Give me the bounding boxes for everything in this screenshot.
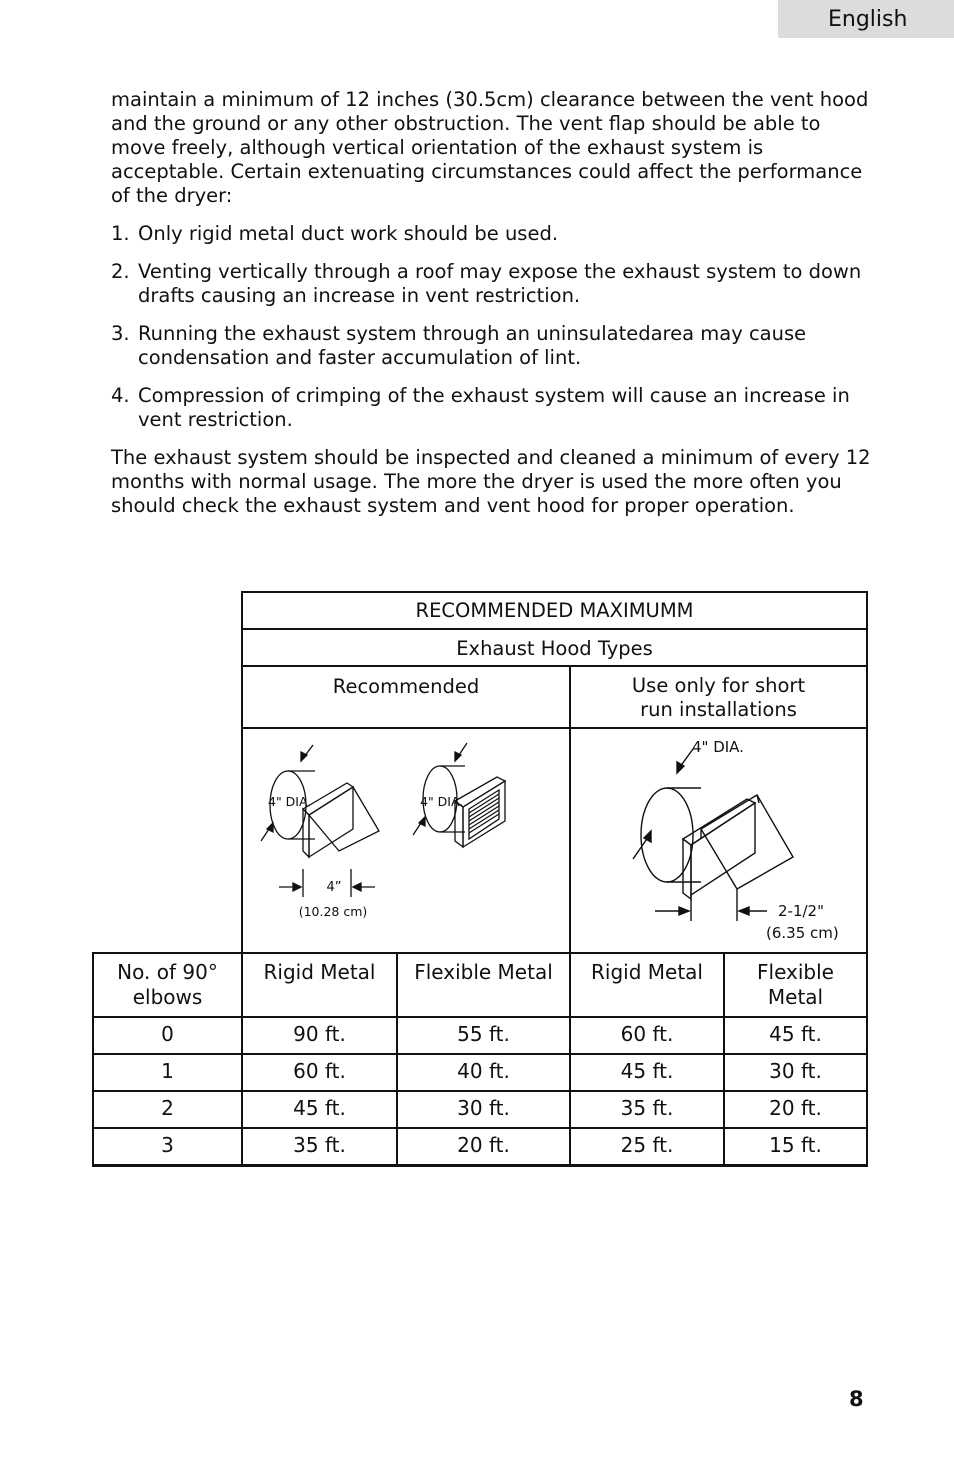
- group-short-run-line2: run installations: [640, 698, 797, 721]
- hood1-width-cm: (10.28 cm): [298, 904, 368, 919]
- cell-short-rigid: 60 ft.: [620, 1022, 674, 1046]
- list-item: [111, 260, 871, 308]
- cell-rec-flex: 40 ft.: [457, 1059, 510, 1083]
- cell-short-flex: 15 ft.: [769, 1133, 822, 1157]
- cell-elbows: 0: [161, 1022, 174, 1046]
- cell-rec-flex: 30 ft.: [457, 1096, 510, 1120]
- cell-rec-flex: 55 ft.: [457, 1022, 510, 1046]
- cell-short-rigid: 35 ft.: [620, 1096, 674, 1120]
- table-subtitle: Exhaust Hood Types: [456, 637, 653, 660]
- list-item-number: 4.: [111, 384, 130, 407]
- list-item-text: Running the exhaust system through an uninsulatedarea may cause condensation and faster accumulation of lint.: [138, 322, 807, 369]
- list-item-number: 2.: [111, 260, 130, 283]
- cell-short-flex: 45 ft.: [769, 1022, 822, 1046]
- intro-paragraph: maintain a minimum of 12 inches (30.5cm) clearance between the vent hood and the ground or any other obstruction. The vent flap should be able to move freely, although vertical orientation of the exhaust system is acceptable. Certain extenuating circumstances could affect the performance of the dryer:: [111, 88, 869, 207]
- cell-rec-rigid: 90 ft.: [293, 1022, 346, 1046]
- list-item-text: Only rigid metal duct work should be used.: [138, 222, 559, 245]
- col-short-flex-line1: Flexible: [757, 960, 834, 984]
- vent-length-table: [92, 591, 868, 1167]
- short-hood-width-inches: 2-1/2": [778, 902, 824, 920]
- hood2-diameter-label: 4" DIA.: [420, 794, 464, 809]
- cell-rec-rigid: 45 ft.: [293, 1096, 346, 1120]
- cell-elbows: 2: [161, 1096, 174, 1120]
- list-item: [111, 322, 871, 370]
- group-short-run-line1: Use only for short: [631, 674, 806, 697]
- language-tab[interactable]: English: [778, 0, 954, 38]
- group-short-run-header: [571, 674, 866, 722]
- cell-rec-rigid: 35 ft.: [293, 1133, 346, 1157]
- list-item-text: Venting vertically through a roof may expose the exhaust system to down drafts causing an increase in vent restriction.: [138, 260, 862, 307]
- cell-rec-rigid: 60 ft.: [293, 1059, 346, 1083]
- col-elbows-line2: elbows: [132, 985, 203, 1009]
- cell-short-rigid: 45 ft.: [620, 1059, 674, 1083]
- table-title: RECOMMENDED MAXIMUMM: [415, 599, 694, 622]
- list-item: [111, 384, 871, 432]
- col-short-flex-header: [725, 960, 866, 1010]
- group-recommended-header: Recommended: [332, 675, 480, 698]
- hood1-diameter-label: 4" DIA.: [268, 794, 312, 809]
- conditions-list: [111, 222, 871, 446]
- col-elbows-header: [94, 960, 241, 1010]
- cell-short-rigid: 25 ft.: [620, 1133, 674, 1157]
- cell-short-flex: 30 ft.: [769, 1059, 822, 1083]
- col-elbows-line1: No. of 90°: [117, 960, 218, 984]
- cell-rec-flex: 20 ft.: [457, 1133, 510, 1157]
- list-item-number: 1.: [111, 222, 130, 245]
- list-item-number: 3.: [111, 322, 130, 345]
- hood1-width-inches: 4”: [326, 880, 342, 895]
- list-item: [111, 222, 871, 246]
- cell-short-flex: 20 ft.: [769, 1096, 822, 1120]
- col-rec-rigid-header: Rigid Metal: [263, 960, 376, 984]
- short-hood-diameter-label: 4" DIA.: [692, 738, 744, 756]
- closing-paragraph: The exhaust system should be inspected and cleaned a minimum of every 12 months with normal usage. The more the dryer is used the more often you should check the exhaust system and vent hood for proper operation.: [111, 446, 871, 517]
- hood1-flap: [309, 787, 379, 851]
- cell-elbows: 3: [161, 1133, 174, 1157]
- page-number: 8: [849, 1387, 864, 1411]
- cell-elbows: 1: [161, 1059, 174, 1083]
- short-hood-cover: [701, 795, 793, 889]
- list-item-text: Compression of crimping of the exhaust system will cause an increase in vent restriction.: [138, 384, 850, 431]
- short-hood-width-cm: (6.35 cm): [766, 924, 839, 942]
- short-hood-plate: [683, 799, 755, 845]
- col-rec-flex-header: Flexible Metal: [414, 960, 553, 984]
- col-short-flex-line2: Metal: [767, 985, 824, 1009]
- col-short-rigid-header: Rigid Metal: [591, 960, 703, 984]
